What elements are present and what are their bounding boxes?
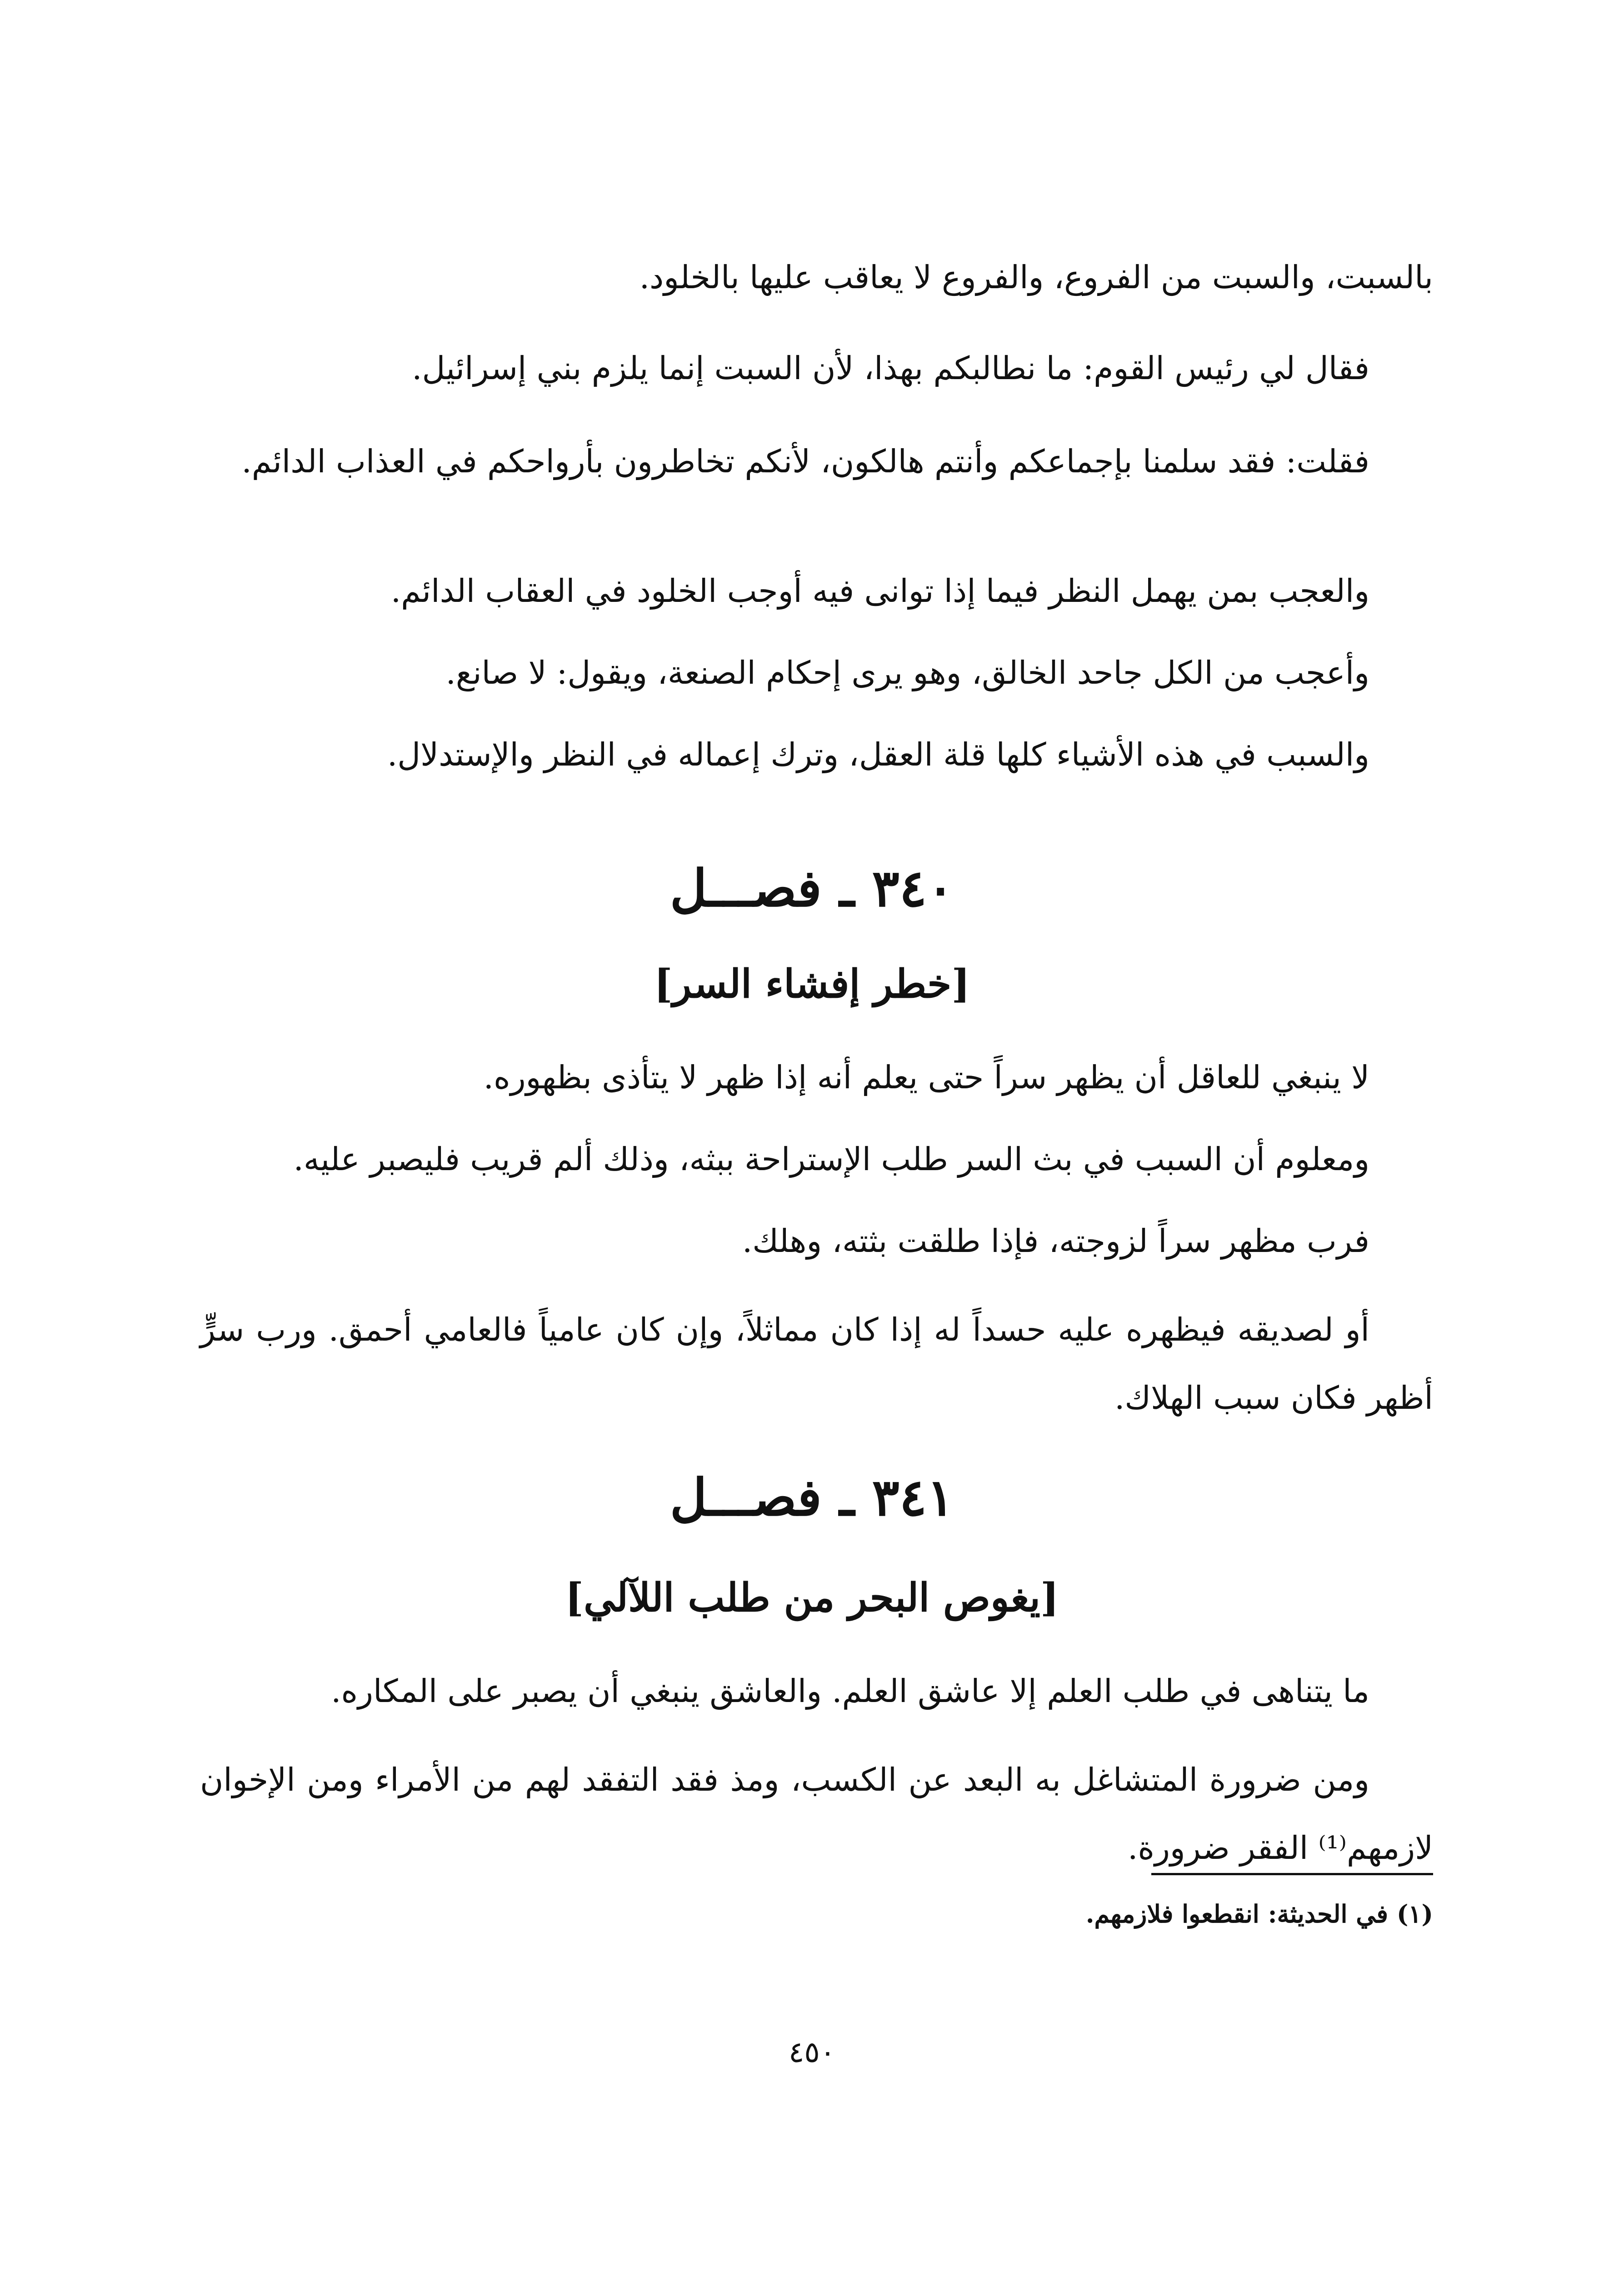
text-line: وأعجب من الكل جاحد الخالق، وهو يرى إحكام الصنعة، ويقول: لا صانع. bbox=[445, 654, 1369, 691]
text-paragraph: أو لصديقه فيظهره عليه حسداً له إذا كان مماثلاً، وإن كان عامياً فالعامي أحمق. ورب سرٍّ أظهر فكان سبب الهلاك. bbox=[200, 1311, 1433, 1417]
text-paragraph: فقلت: فقد سلمنا بإجماعكم وأنتم هالكون، لأنكم تخاطرون بأرواحكم في العذاب الدائم. bbox=[241, 443, 1369, 480]
text-line: ومعلوم أن السبب في بث السر طلب الإستراحة ببثه، وذلك ألم قريب فليصبر عليه. bbox=[293, 1141, 1369, 1178]
text-line: والعجب بمن يهمل النظر فيما إذا توانى فيه أوجب الخلود في العقاب الدائم. bbox=[390, 572, 1369, 610]
footnote: (١) في الحديثة: انقطعوا فلازمهم. bbox=[1085, 1899, 1433, 1928]
text-line: ما يتناهى في طلب العلم إلا عاشق العلم. والعاشق ينبغي أن يصبر على المكاره. bbox=[331, 1672, 1369, 1710]
text-line: فرب مظهر سراً لزوجته، فإذا طلقت بثته، وهلك. bbox=[742, 1222, 1369, 1260]
section-number-title: ٣٤١ ـ فصـــل bbox=[670, 1468, 954, 1527]
section-subtitle: [يغوص البحر من طلب اللآلي] bbox=[565, 1575, 1059, 1621]
section-subtitle: [خطر إفشاء السر] bbox=[654, 961, 970, 1007]
text-paragraph: ومن ضرورة المتشاغل به البعد عن الكسب، ومذ فقد التفقد لهم من الأمراء ومن الإخوان لازمهم⁽¹⁾ الفقر ضرورة. bbox=[200, 1761, 1433, 1867]
footnote-separator bbox=[1151, 1873, 1433, 1875]
section-number-title: ٣٤٠ ـ فصـــل bbox=[670, 859, 954, 918]
text-line: بالسبت، والسبت من الفروع، والفروع لا يعاقب عليها بالخلود. bbox=[639, 259, 1433, 296]
text-line: فقال لي رئيس القوم: ما نطالبكم بهذا، لأن السبت إنما يلزم بني إسرائيل. bbox=[412, 350, 1369, 387]
text-line: والسبب في هذه الأشياء كلها قلة العقل، وترك إعماله في النظر والإستدلال. bbox=[387, 736, 1369, 773]
page-number: ٤٥٠ bbox=[788, 2036, 836, 2069]
text-line: لا ينبغي للعاقل أن يظهر سراً حتى يعلم أنه إذا ظهر لا يتأذى بظهوره. bbox=[483, 1059, 1369, 1096]
